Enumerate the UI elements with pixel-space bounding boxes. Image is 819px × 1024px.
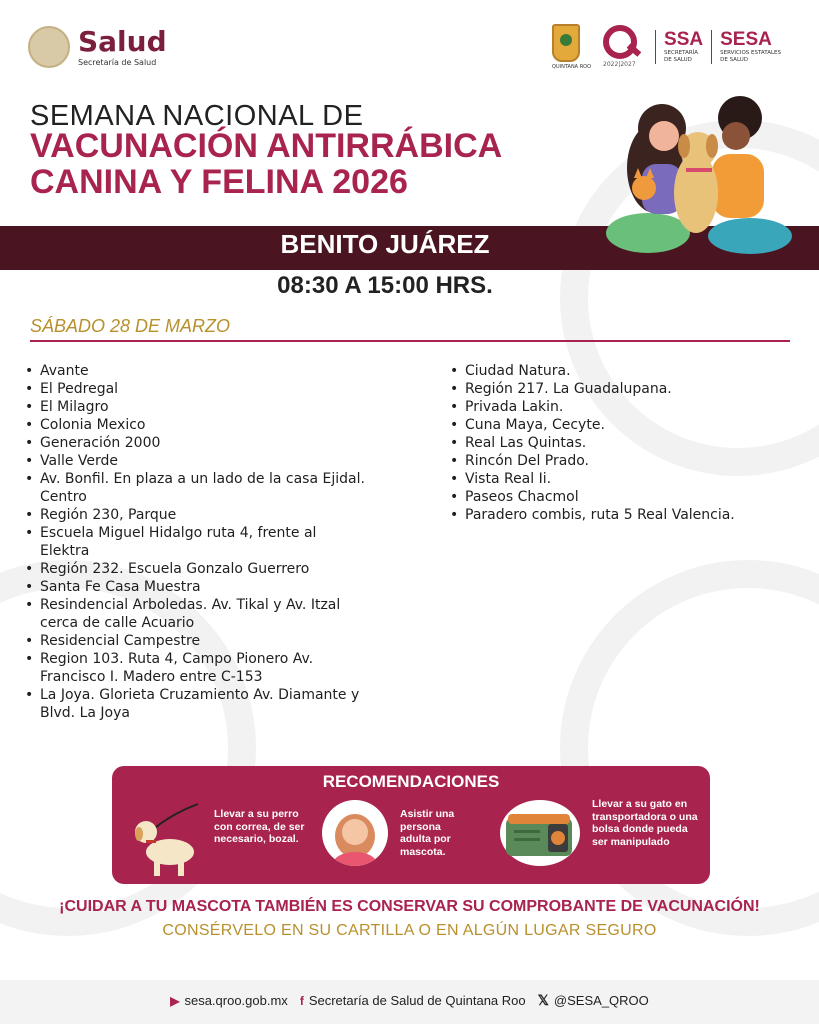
- locations-list-left: [25, 362, 365, 722]
- quintana-roo-caption: QUINTANA ROO: [552, 64, 592, 70]
- recommendation-carrier: Llevar a su gato en transportadora o una bolsa donde pueda ser manipulado: [592, 798, 698, 848]
- mexico-seal-icon: [28, 26, 70, 68]
- list-item: • Rincón Del Prado.: [450, 452, 790, 470]
- list-item: • Cuna Maya, Cecyte.: [450, 416, 790, 434]
- ssa-logo: [655, 30, 711, 64]
- list-item: • Privada Lakin.: [450, 398, 790, 416]
- website-link[interactable]: [170, 993, 288, 1008]
- list-item: • Region 103. Ruta 4, Campo Pionero Av. Francisco I. Madero entre C-153: [25, 650, 365, 686]
- locations-list-right: [450, 362, 790, 524]
- recommendation-leash: Llevar a su perro con correa, de ser necesario, bozal.: [214, 808, 305, 845]
- title-line-3: CANINA Y FELINA 2026: [30, 163, 408, 201]
- recommendations-panel: [112, 766, 710, 884]
- list-item: • Colonia Mexico: [25, 416, 365, 434]
- x-link[interactable]: [538, 992, 649, 1009]
- facebook-link[interactable]: [300, 993, 526, 1008]
- q-logo: [601, 25, 645, 69]
- cursor-icon: ▶: [170, 993, 180, 1008]
- sesa-sub-2: DE SALUD: [720, 57, 748, 63]
- sesa-logo: [711, 30, 789, 64]
- list-item: • El Pedregal: [25, 380, 365, 398]
- q-year: 2022|2027: [603, 61, 636, 68]
- list-item: • Real Las Quintas.: [450, 434, 790, 452]
- facebook-text: Secretaría de Salud de Quintana Roo: [308, 993, 526, 1008]
- dog-on-leash-icon: [126, 796, 206, 880]
- title-line-1: SEMANA NACIONAL DE: [30, 100, 364, 132]
- footer-links: [0, 992, 819, 1009]
- quintana-roo-shield-icon: [552, 24, 580, 62]
- ssa-sesa-logo: [655, 30, 789, 64]
- list-item: • Región 230, Parque: [25, 506, 365, 524]
- facebook-icon: f: [299, 993, 304, 1008]
- list-item: • Región 232. Escuela Gonzalo Guerrero: [25, 560, 365, 578]
- salud-name: Salud: [78, 24, 167, 58]
- sesa-sub-1: SERVICIOS ESTATALES: [720, 50, 781, 56]
- adult-person-face-icon: [322, 800, 388, 866]
- sesa-text: SESA: [720, 29, 772, 50]
- list-item: • Vista Real Ii.: [450, 470, 790, 488]
- q-ring-icon: [603, 25, 637, 59]
- salud-subtitle: Secretaría de Salud: [78, 57, 157, 67]
- website-text: sesa.qroo.gob.mx: [184, 993, 288, 1008]
- list-item: • Avante: [25, 362, 365, 380]
- list-item: • Región 217. La Guadalupana.: [450, 380, 790, 398]
- recommendation-adult: Asistir una persona adulta por mascota.: [400, 808, 455, 858]
- list-item: • El Milagro: [25, 398, 365, 416]
- list-item: • La Joya. Glorieta Cruzamiento Av. Diamante y Blvd. La Joya: [25, 686, 365, 722]
- ssa-sub-1: SECRETARÍA: [664, 50, 699, 56]
- adult-person-icon: [322, 800, 388, 866]
- list-item: • Residencial Campestre: [25, 632, 365, 650]
- partner-logos: [552, 24, 789, 70]
- x-icon: 𝕏: [537, 992, 549, 1008]
- list-item: • Santa Fe Casa Muestra: [25, 578, 365, 596]
- list-item: • Av. Bonfil. En plaza a un lado de la casa Ejidal. Centro: [25, 470, 365, 506]
- slogan-secondary: CONSÉRVELO EN SU CARTILLA O EN ALGÚN LUGAR SEGURO: [162, 922, 657, 939]
- cat-carrier-icon: [500, 800, 580, 866]
- list-item: • Paseos Chacmol: [450, 488, 790, 506]
- list-item: • Paradero combis, ruta 5 Real Valencia.: [450, 506, 790, 524]
- salud-logo: [28, 26, 167, 68]
- footer: [0, 980, 819, 1024]
- ssa-text: SSA: [664, 29, 704, 50]
- title-line-2: VACUNACIÓN ANTIRRÁBICA: [30, 127, 503, 165]
- slogan: ¡CUIDAR A TU MASCOTA TAMBIÉN ES CONSERVAR SU COMPROBANTE DE VACUNACIÓN!: [59, 898, 760, 915]
- recommendations-title: RECOMENDACIONES: [322, 772, 500, 791]
- pet-carrier-icon: [500, 800, 580, 866]
- list-item: • Generación 2000: [25, 434, 365, 452]
- ssa-sub-2: DE SALUD: [664, 57, 692, 63]
- list-item: • Ciudad Natura.: [450, 362, 790, 380]
- list-item: • Escuela Miguel Hidalgo ruta 4, frente al Elektra: [25, 524, 365, 560]
- list-item: • Valle Verde: [25, 452, 365, 470]
- municipality-title: BENITO JUÁREZ: [280, 229, 490, 259]
- date-divider: [30, 340, 790, 342]
- header: [0, 0, 819, 90]
- schedule-hours: 08:30 A 15:00 HRS.: [277, 272, 493, 299]
- event-date: SÁBADO 28 DE MARZO: [30, 316, 231, 336]
- quintana-roo-logo: [552, 24, 591, 70]
- x-handle-text: @SESA_QROO: [553, 993, 649, 1008]
- list-item: • Resindencial Arboledas. Av. Tikal y Av. Itzal cerca de calle Acuario: [25, 596, 365, 632]
